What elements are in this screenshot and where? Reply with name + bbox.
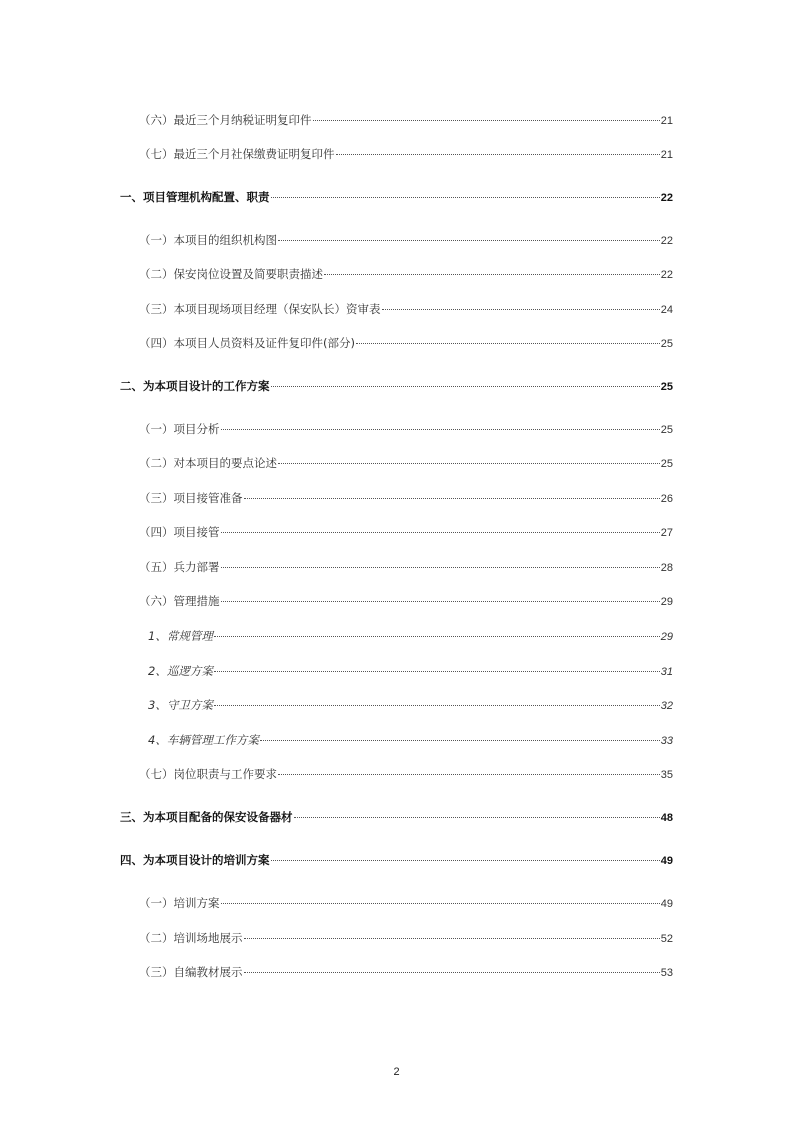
- toc-entry[interactable]: [139, 928, 673, 948]
- toc-entry[interactable]: [148, 695, 673, 715]
- toc-entry-page: 29: [660, 631, 673, 643]
- toc-entry-title: （二）对本项目的要点论述: [139, 456, 277, 470]
- page-number: 2: [393, 1066, 400, 1078]
- toc-entry[interactable]: [120, 187, 673, 207]
- toc-entry-page: 25: [660, 381, 673, 393]
- toc-entry[interactable]: [139, 522, 673, 542]
- toc-entry-page: 25: [660, 424, 673, 436]
- toc-entry[interactable]: [139, 557, 673, 577]
- toc-entry-page: 33: [660, 735, 673, 747]
- toc-entry-title: （二）保安岗位设置及简要职责描述: [139, 267, 323, 281]
- toc-entry-page: 29: [660, 596, 673, 608]
- toc-entry-page: 31: [660, 666, 673, 678]
- toc-entry-title: （四）本项目人员资料及证件复印件(部分): [139, 336, 355, 350]
- toc-entry-page: 22: [660, 192, 673, 204]
- toc-entry-title: （六）管理措施: [139, 594, 220, 608]
- toc-entry-title: （一）项目分析: [139, 422, 220, 436]
- toc-entry-title: （四）项目接管: [139, 525, 220, 539]
- toc-entry[interactable]: [139, 110, 673, 130]
- toc-entry[interactable]: [120, 376, 673, 396]
- toc-leader-dots: [278, 239, 660, 241]
- toc-leader-dots: [336, 153, 660, 155]
- toc-entry-title: （七）岗位职责与工作要求: [139, 767, 277, 781]
- toc-entry-title: 2、巡逻方案: [148, 664, 213, 678]
- toc-entry-title: 一、项目管理机构配置、职责: [120, 190, 270, 204]
- toc-entry-title: 4、车辆管理工作方案: [148, 733, 259, 747]
- toc-entry-page: 25: [660, 338, 673, 350]
- toc-leader-dots: [221, 428, 660, 430]
- toc-entry[interactable]: [139, 230, 673, 250]
- toc-entry[interactable]: [139, 333, 673, 353]
- toc-entry[interactable]: [139, 962, 673, 982]
- toc-leader-dots: [271, 859, 660, 861]
- toc-entry-title: 二、为本项目设计的工作方案: [120, 379, 270, 393]
- toc-entry[interactable]: [139, 299, 673, 319]
- toc-leader-dots: [271, 196, 660, 198]
- toc-entry-page: 49: [660, 855, 673, 867]
- toc-entry[interactable]: [148, 626, 673, 646]
- toc-entry-page: 25: [660, 458, 673, 470]
- toc-leader-dots: [214, 670, 660, 672]
- toc-leader-dots: [324, 273, 660, 275]
- toc-entry-page: 26: [660, 493, 673, 505]
- toc-entry-page: 52: [660, 933, 673, 945]
- toc-leader-dots: [244, 497, 660, 499]
- toc-entry-title: （五）兵力部署: [139, 560, 220, 574]
- toc-entry[interactable]: [139, 264, 673, 284]
- toc-entry[interactable]: [139, 488, 673, 508]
- toc-entry-page: 35: [660, 769, 673, 781]
- toc-entry-page: 24: [660, 304, 673, 316]
- toc-entry[interactable]: [139, 764, 673, 784]
- toc-leader-dots: [244, 971, 660, 973]
- toc-entry-page: 49: [660, 898, 673, 910]
- toc-entry-page: 22: [660, 235, 673, 247]
- toc-entry-title: 三、为本项目配备的保安设备器材: [120, 810, 293, 824]
- toc-entry-page: 22: [660, 269, 673, 281]
- toc-entry[interactable]: [139, 419, 673, 439]
- toc-entry-page: 32: [660, 700, 673, 712]
- toc-entry-page: 53: [660, 967, 673, 979]
- toc-leader-dots: [271, 385, 660, 387]
- toc-entry[interactable]: [148, 661, 673, 681]
- toc-leader-dots: [294, 816, 660, 818]
- toc-entry-title: （一）培训方案: [139, 896, 220, 910]
- toc-entry-page: 28: [660, 562, 673, 574]
- toc-entry[interactable]: [120, 807, 673, 827]
- toc-leader-dots: [214, 635, 660, 637]
- toc-entry-title: （六）最近三个月纳税证明复印件: [139, 113, 312, 127]
- toc-leader-dots: [221, 566, 660, 568]
- toc-entry-title: 四、为本项目设计的培训方案: [120, 853, 270, 867]
- toc-leader-dots: [221, 600, 660, 602]
- toc-entry-title: （一）本项目的组织机构图: [139, 233, 277, 247]
- toc-leader-dots: [382, 308, 660, 310]
- toc-entry-title: （七）最近三个月社保缴费证明复印件: [139, 147, 335, 161]
- toc-entry-title: 3、守卫方案: [148, 698, 213, 712]
- toc-leader-dots: [278, 462, 660, 464]
- toc-entry-title: （三）项目接管准备: [139, 491, 243, 505]
- toc-leader-dots: [221, 531, 660, 533]
- toc-entry-title: 1、常规管理: [148, 629, 213, 643]
- toc-entry[interactable]: [139, 453, 673, 473]
- toc-leader-dots: [278, 773, 660, 775]
- toc-entry-page: 27: [660, 527, 673, 539]
- toc-entry-title: （三）本项目现场项目经理（保安队长）资审表: [139, 302, 381, 316]
- toc-leader-dots: [214, 704, 660, 706]
- toc-entry-page: 21: [660, 149, 673, 161]
- toc-entry[interactable]: [148, 730, 673, 750]
- toc-entry[interactable]: [139, 591, 673, 611]
- toc-entry[interactable]: [139, 893, 673, 913]
- toc-entry[interactable]: [139, 144, 673, 164]
- toc-entry[interactable]: [120, 850, 673, 870]
- toc-leader-dots: [221, 902, 660, 904]
- toc-leader-dots: [260, 739, 660, 741]
- toc-leader-dots: [356, 342, 660, 344]
- toc-leader-dots: [244, 937, 660, 939]
- toc-leader-dots: [313, 119, 660, 121]
- toc-entry-title: （三）自编教材展示: [139, 965, 243, 979]
- toc-entry-title: （二）培训场地展示: [139, 931, 243, 945]
- toc-entry-page: 21: [660, 115, 673, 127]
- toc-entry-page: 48: [660, 812, 673, 824]
